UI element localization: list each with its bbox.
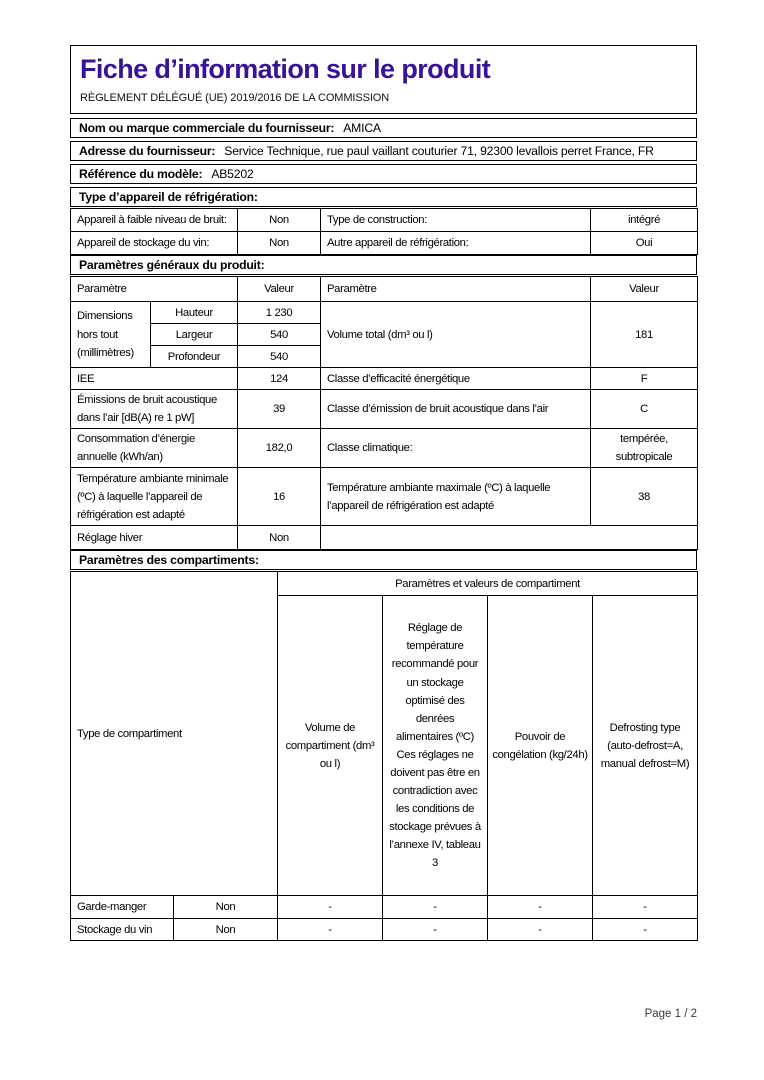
- supplier-address-label: Adresse du fournisseur:: [79, 144, 216, 159]
- dimension-value: 540: [238, 346, 321, 368]
- row-value: Oui: [591, 232, 698, 255]
- model-reference-value: AB5202: [211, 167, 254, 182]
- supplier-name-value: AMICA: [343, 121, 381, 136]
- row-value: 182,0: [238, 429, 321, 468]
- dimension-name: Hauteur: [151, 302, 238, 324]
- compartment-volume: -: [278, 919, 383, 941]
- row-value: Non: [238, 232, 321, 255]
- row-value: C: [591, 390, 698, 429]
- row-value: intégré: [591, 209, 698, 232]
- row-label: Température ambiante minimale (ºC) à laquelle l’appareil de réfrigération est adapté: [71, 468, 238, 526]
- compartment-freezing: -: [488, 919, 593, 941]
- column-header: Paramètre: [321, 277, 591, 302]
- row-label: Appareil de stockage du vin:: [71, 232, 238, 255]
- compartment-present: Non: [174, 919, 278, 941]
- row-label: Appareil à faible niveau de bruit:: [71, 209, 238, 232]
- table-row: [71, 368, 698, 390]
- defrost-column-header: Defrosting type (auto-defrost=A, manual defrost=M): [593, 596, 698, 896]
- compartment-temperature: -: [383, 919, 488, 941]
- row-label: Consommation d’énergie annuelle (kWh/an): [71, 429, 238, 468]
- supplier-address-row: [70, 141, 697, 161]
- row-label: Émissions de bruit acoustique dans l’air [dB(A) re 1 pW]: [71, 390, 238, 429]
- table-row: [71, 526, 698, 550]
- row-label: Type de construction:: [321, 209, 591, 232]
- row-label: Réglage hiver: [71, 526, 238, 550]
- row-value: F: [591, 368, 698, 390]
- compartment-defrost: -: [593, 896, 698, 919]
- band-header: Paramètres et valeurs de compartiment: [278, 572, 698, 596]
- table-row: [71, 232, 698, 255]
- model-reference-label: Référence du modèle:: [79, 167, 203, 182]
- row-label: Classe climatique:: [321, 429, 591, 468]
- row-label: Autre appareil de réfrigération:: [321, 232, 591, 255]
- table-row: [71, 209, 698, 232]
- row-value: 39: [238, 390, 321, 429]
- column-header: Valeur: [238, 277, 321, 302]
- compartments-section-title: [70, 550, 697, 570]
- compartment-temperature: -: [383, 896, 488, 919]
- compartment-defrost: -: [593, 919, 698, 941]
- row-label: IEE: [71, 368, 238, 390]
- row-value: 38: [591, 468, 698, 526]
- compartment-name: Garde-manger: [71, 896, 174, 919]
- type-table: [70, 208, 698, 255]
- model-reference-row: [70, 164, 697, 184]
- title-box: [70, 45, 697, 114]
- dimension-name: Profondeur: [151, 346, 238, 368]
- row-value: 16: [238, 468, 321, 526]
- general-table: [70, 276, 698, 550]
- empty-cell: [321, 526, 698, 550]
- row-value: Non: [238, 526, 321, 550]
- column-header: Valeur: [591, 277, 698, 302]
- table-row: [71, 468, 698, 526]
- compartment-row: [71, 896, 698, 919]
- row-value: tempérée, subtropicale: [591, 429, 698, 468]
- dimensions-label: Dimensions hors tout (millimètres): [71, 302, 151, 368]
- column-header: Paramètre: [71, 277, 238, 302]
- type-section-label: Type d’appareil de réfrigération:: [79, 190, 258, 205]
- dimension-name: Largeur: [151, 324, 238, 346]
- page-title: Fiche d’information sur le produit: [80, 54, 491, 84]
- table-row: [71, 429, 698, 468]
- row-value: Non: [238, 209, 321, 232]
- type-section-title: [70, 187, 697, 207]
- page-number: Page 1 / 2: [644, 1008, 697, 1020]
- row-label: Classe d’efficacité énergétique: [321, 368, 591, 390]
- compartment-name: Stockage du vin: [71, 919, 174, 941]
- row-value: 124: [238, 368, 321, 390]
- dimension-value: 540: [238, 324, 321, 346]
- general-section-label: Paramètres généraux du produit:: [79, 258, 265, 273]
- compartments-table: [70, 571, 698, 941]
- temperature-column-header: Réglage de température recommandé pour un stockage optimisé des denrées alimentaires (ºC) Ces réglages ne doivent pas être en contradiction avec les conditions de stockage prévues à l’annexe IV, tableau 3: [383, 596, 488, 896]
- band-header-row: [71, 572, 698, 596]
- volume-total-value: 181: [591, 302, 698, 368]
- volume-total-label: Volume total (dm³ ou l): [321, 302, 591, 368]
- compartments-section-label: Paramètres des compartiments:: [79, 553, 259, 568]
- document-content: [70, 45, 697, 941]
- freezing-column-header: Pouvoir de congélation (kg/24h): [488, 596, 593, 896]
- page-subtitle: RÈGLEMENT DÉLÉGUÉ (UE) 2019/2016 DE LA COMMISSION: [80, 92, 390, 105]
- compartment-volume: -: [278, 896, 383, 919]
- compartment-freezing: -: [488, 896, 593, 919]
- compartment-type-header: Type de compartiment: [71, 572, 278, 896]
- volume-column-header: Volume de compartiment (dm³ ou l): [278, 596, 383, 896]
- table-row: [71, 390, 698, 429]
- general-section-title: [70, 255, 697, 275]
- dimension-value: 1 230: [238, 302, 321, 324]
- supplier-name-label: Nom ou marque commerciale du fournisseur:: [79, 121, 335, 136]
- column-header-row: [71, 277, 698, 302]
- supplier-address-value: Service Technique, rue paul vaillant couturier 71, 92300 levallois perret France, FR: [224, 144, 654, 159]
- dimension-row: [71, 302, 698, 324]
- compartment-present: Non: [174, 896, 278, 919]
- supplier-name-row: [70, 118, 697, 138]
- row-label: Classe d’émission de bruit acoustique dans l’air: [321, 390, 591, 429]
- compartment-row: [71, 919, 698, 941]
- row-label: Température ambiante maximale (ºC) à laquelle l’appareil de réfrigération est adapté: [321, 468, 591, 526]
